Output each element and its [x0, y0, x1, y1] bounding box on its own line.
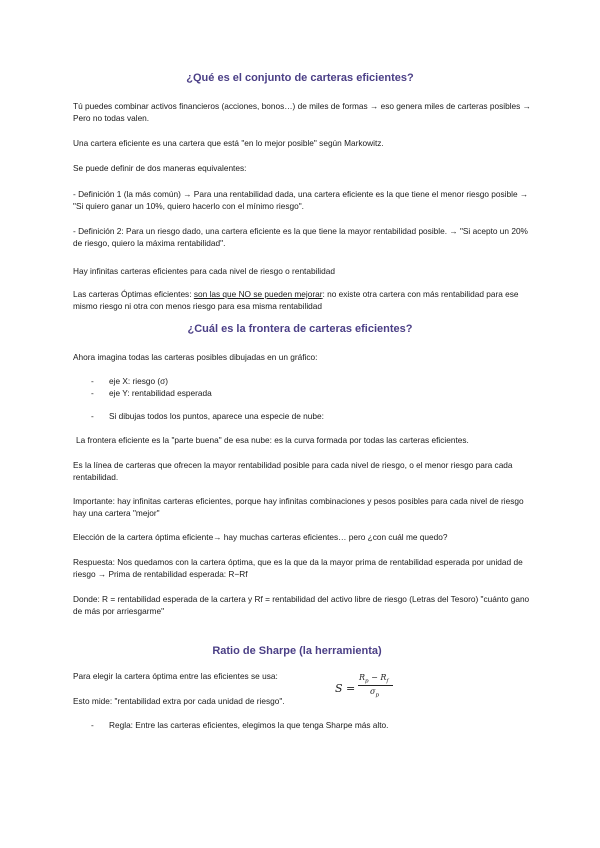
fraction-bar — [358, 685, 393, 686]
paragraph-two-ways: Se puede definir de dos maneras equivalentes: — [73, 163, 247, 173]
paragraph-infinite-efficient: Hay infinitas carteras eficientes para cada nivel de riesgo o rentabilidad — [73, 266, 335, 276]
heading-efficient-frontier: ¿Cuál es la frontera de carteras eficientes? — [187, 323, 413, 335]
paragraph-answer: Respuesta: Nos quedamos con la cartera óptima, que es la que da la mayor prima de rentabilidad esperada por unidad de riesgo → Prima de rentabilidad esperada: R−Rf — [73, 557, 523, 579]
heading-efficient-set: ¿Qué es el conjunto de carteras eficientes? — [186, 72, 414, 84]
bullet-axis-x: eje X: riesgo (σ) — [109, 376, 169, 386]
paragraph-measures: Esto mide: "rentabilidad extra por cada unidad de riesgo". — [73, 696, 285, 706]
bullet-axis-y: eje Y: rentabilidad esperada — [109, 388, 212, 398]
bullet-dash: - — [91, 411, 94, 421]
heading-sharpe-ratio: Ratio de Sharpe (la herramienta) — [212, 645, 382, 657]
optimal-lead: Las carteras Óptimas eficientes: — [73, 289, 194, 299]
paragraph-efficient-definition: Una cartera eficiente es una cartera que está "en lo mejor posible" según Markowitz. — [73, 138, 384, 148]
formula-denominator: $\sigma_p$ — [370, 687, 379, 699]
bullet-dash: - — [91, 376, 94, 386]
paragraph-frontier-line: Es la línea de carteras que ofrecen la mayor rentabilidad posible para cada nivel de riesgo, o el menor riesgo para cada rentabilidad. — [73, 460, 513, 482]
formula-numerator: $R_p - R_f$ — [359, 673, 389, 685]
paragraph-important: Importante: hay infinitas carteras eficientes, porque hay infinitas combinaciones y pesos posibles para cada nivel de riesgo hay una cartera "mejor" — [73, 496, 524, 518]
paragraph-optimal-efficient — [73, 288, 533, 312]
paragraph-intro: Tú puedes combinar activos financieros (acciones, bonos…) de miles de formas → eso genera miles de carteras posibles → Pero no todas valen. — [73, 101, 531, 123]
sharpe-formula — [335, 672, 395, 704]
bullet-dash: - — [91, 388, 94, 398]
formula-lhs: S = — [335, 682, 356, 695]
paragraph-definition-2: - Definición 2: Para un riesgo dado, una cartera eficiente es la que tiene la mayor rentabilidad posible. → "Si acepto un 20% de riesgo, quiero la máxima rentabilidad". — [73, 226, 528, 248]
paragraph-where: Donde: R = rentabilidad esperada de la cartera y Rf = rentabilidad del activo libre de riesgo (Letras del Tesoro) "cuánto gano de más por arriesgarme" — [73, 594, 530, 616]
paragraph-choice: Elección de la cartera óptima eficiente→ hay muchas carteras eficientes… pero ¿con cuál me quedo? — [73, 532, 448, 542]
paragraph-choose-optimal: Para elegir la cartera óptima entre las eficientes se usa: — [73, 671, 278, 681]
optimal-underlined: son las que NO se pueden mejorar — [193, 289, 323, 299]
paragraph-frontier-good-part: La frontera eficiente es la "parte buena" de esa nube: es la curva formada por todas las carteras eficientes. — [76, 435, 469, 445]
paragraph-definition-1: - Definición 1 (la más común) → Para una rentabilidad dada, una cartera eficiente es la que tiene el menor riesgo posible → "Si quiero ganar un 10%, quiero hacerlo con el mínimo riesgo". — [73, 189, 529, 211]
bullet-rule: Regla: Entre las carteras eficientes, elegimos la que tenga Sharpe más alto. — [109, 720, 389, 730]
bullet-cloud: Si dibujas todos los puntos, aparece una especie de nube: — [109, 411, 324, 421]
bullet-dash: - — [91, 720, 94, 730]
paragraph-imagine-chart: Ahora imagina todas las carteras posibles dibujadas en un gráfico: — [73, 352, 318, 362]
optimal-tail: : no existe otra cartera con más rentabilidad para ese mismo riesgo ni otra con menos riesgo para esa misma rentabilidad — [73, 289, 519, 311]
